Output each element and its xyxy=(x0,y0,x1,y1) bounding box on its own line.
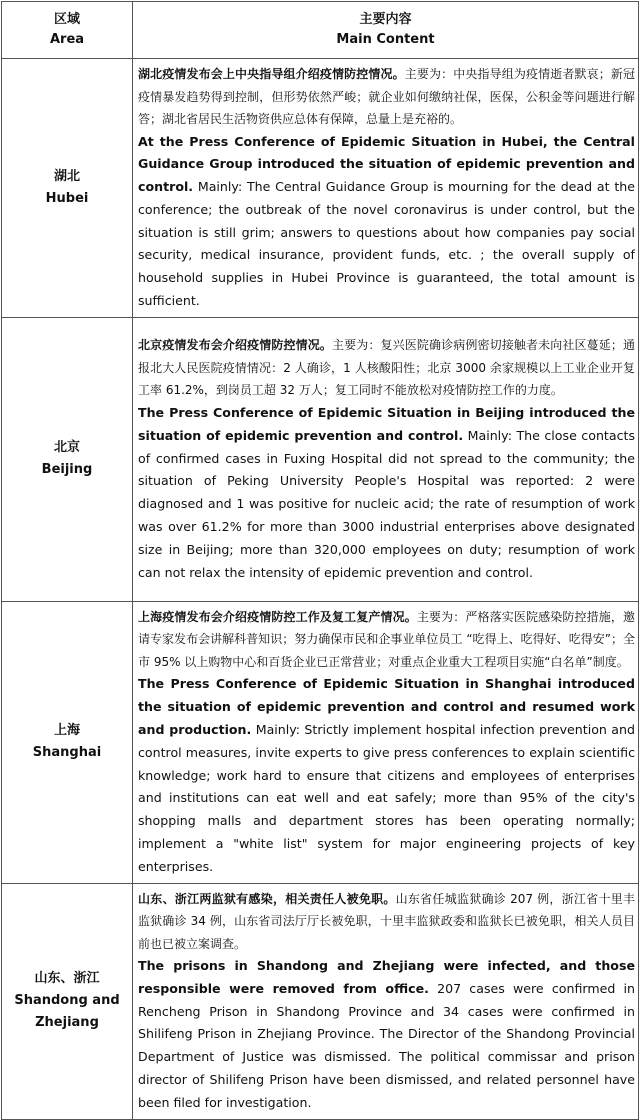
en-paragraph xyxy=(138,131,635,313)
area-zh: 山东、浙江 xyxy=(34,971,100,987)
zh-title: 山东、浙江两监狱有感染，相关责任人被免职。 xyxy=(138,891,396,906)
area-en: Shandong and xyxy=(14,993,120,1009)
zh-title: 北京疫情发布会介绍疫情防控情况。 xyxy=(138,338,332,353)
area-cell xyxy=(2,317,133,601)
zh-body: 主要为：中央指导组为疫情逝者默哀；新冠疫情暴发趋势得到控制，但形势依然严峻；就企业如何缴纳社保，医保，公积金等问题进行解答；湖北省居民生活物资供应总体有保障，总量上是充裕的。 xyxy=(138,67,635,126)
area-en: Shanghai xyxy=(32,745,102,761)
content-header-zh: 主要内容 xyxy=(359,12,412,27)
zh-body: 山东省任城监狱确诊 207 例，浙江省十里丰监狱确诊 34 例，山东省司法厅厅长被免职，十里丰监狱政委和监狱长已被免职，相关人员目前也已被立案调查。 xyxy=(138,891,635,951)
area-en: Beijing xyxy=(41,462,93,478)
area-header xyxy=(2,2,133,59)
content-cell xyxy=(133,601,639,883)
area-cell xyxy=(2,601,133,883)
area-zh: 上海 xyxy=(53,723,80,739)
en-title: The Press Conference of Epidemic Situation in Shanghai introduced the situation of epidemic prevention and control and resumed work and production. xyxy=(138,676,635,737)
en-body: 207 cases were confirmed in Rencheng Prison in Shandong Province and 34 cases were confirmed in Shilifeng Prison in Zhejiang Province. The Director of the Shandong Provincial Department of Justice was dismissed. The political commissar and prison director of Shilifeng Prison have been dismissed, and related personnel have been filed for investigation. xyxy=(138,980,635,1110)
area-en: Zhejiang xyxy=(35,1015,99,1031)
table-row-hubei xyxy=(2,59,639,318)
en-body: Mainly: The close contacts of confirmed cases in Fuxing Hospital did not spread to the community; the situation of Peking University People's Hospital was reported: 2 were diagnosed and 1 was positive for nucleic acid; the rate of resumption of work was over 61.2% for more than 3000 industrial enterprises above designated size in Beijing; more than 320,000 employees on duty; resumption of work can not relax the intensity of epidemic prevention and control. xyxy=(138,427,635,580)
area-header-en: Area xyxy=(49,32,85,47)
zh-paragraph xyxy=(138,334,635,402)
en-title: The Press Conference of Epidemic Situation in Beijing introduced the situation of epidemic prevention and control. xyxy=(138,404,635,443)
en-title: At the Press Conference of Epidemic Situation in Hubei, the Central Guidance Group introduced the situation of epidemic prevention and control. xyxy=(138,133,635,195)
en-body: Mainly: Strictly implement hospital infection prevention and control measures, invite experts to give press conferences to explain scientific knowledge; work hard to ensure that citizens and employees of enterprises and institutions can eat well and eat safely; more than 95% of the city's shopping malls and department stores has been operating normally; implement a "white list" system for major engineering projects of key enterprises. xyxy=(138,721,635,874)
header-row xyxy=(2,2,639,59)
en-paragraph xyxy=(138,673,635,878)
table-row-beijing xyxy=(2,317,639,601)
content-header xyxy=(133,2,639,59)
en-paragraph xyxy=(138,402,635,584)
en-paragraph xyxy=(138,955,635,1115)
zh-paragraph xyxy=(138,63,635,131)
news-table xyxy=(1,1,639,1120)
content-cell xyxy=(133,883,639,1119)
table-row-shanghai xyxy=(2,601,639,883)
zh-paragraph xyxy=(138,888,635,956)
zh-title: 湖北疫情发布会上中央指导组介绍疫情防控情况。 xyxy=(138,67,405,81)
area-zh: 北京 xyxy=(53,440,80,456)
area-cell xyxy=(2,59,133,318)
en-title: The prisons in Shandong and Zhejiang were infected, and those responsible were removed from office. xyxy=(138,958,635,996)
area-zh: 湖北 xyxy=(53,168,80,184)
zh-paragraph xyxy=(138,606,635,674)
content-header-en: Main Content xyxy=(336,32,435,47)
area-en: Hubei xyxy=(45,190,89,206)
content-cell xyxy=(133,317,639,601)
en-body: Mainly: The Central Guidance Group is mourning for the dead at the conference; the outbreak of the novel coronavirus is under control, but the situation is still grim; answers to questions about how companies pay social security, medical insurance, provident funds, etc. ; the overall supply of household supplies in Hubei Province is guaranteed, the total amount is sufficient. xyxy=(138,179,635,309)
table-row-shandong-zhejiang xyxy=(2,883,639,1119)
zh-title: 上海疫情发布会介绍疫情防控工作及复工复产情况。 xyxy=(138,609,417,624)
area-cell xyxy=(2,883,133,1119)
content-cell xyxy=(133,59,639,318)
area-header-zh: 区域 xyxy=(53,12,80,27)
zh-body: 主要为：严格落实医院感染防控措施，邀请专家发布会讲解科普知识；努力确保市民和企事业单位员工 “吃得上、吃得好、吃得安”；全市 95% 以上购物中心和百货企业已正常营业；对重点企业重大工程项目实施“白名单”制度。 xyxy=(138,609,635,669)
zh-body: 主要为：复兴医院确诊病例密切接触者未向社区蔓延；通报北大人民医院疫情情况：2 人确诊，1 人核酸阳性；北京 3000 余家规模以上工业企业开复工率 61.2%，到岗员工超 32 万人；复工同时不能放松对疫情防控工作的力度。 xyxy=(138,338,635,398)
